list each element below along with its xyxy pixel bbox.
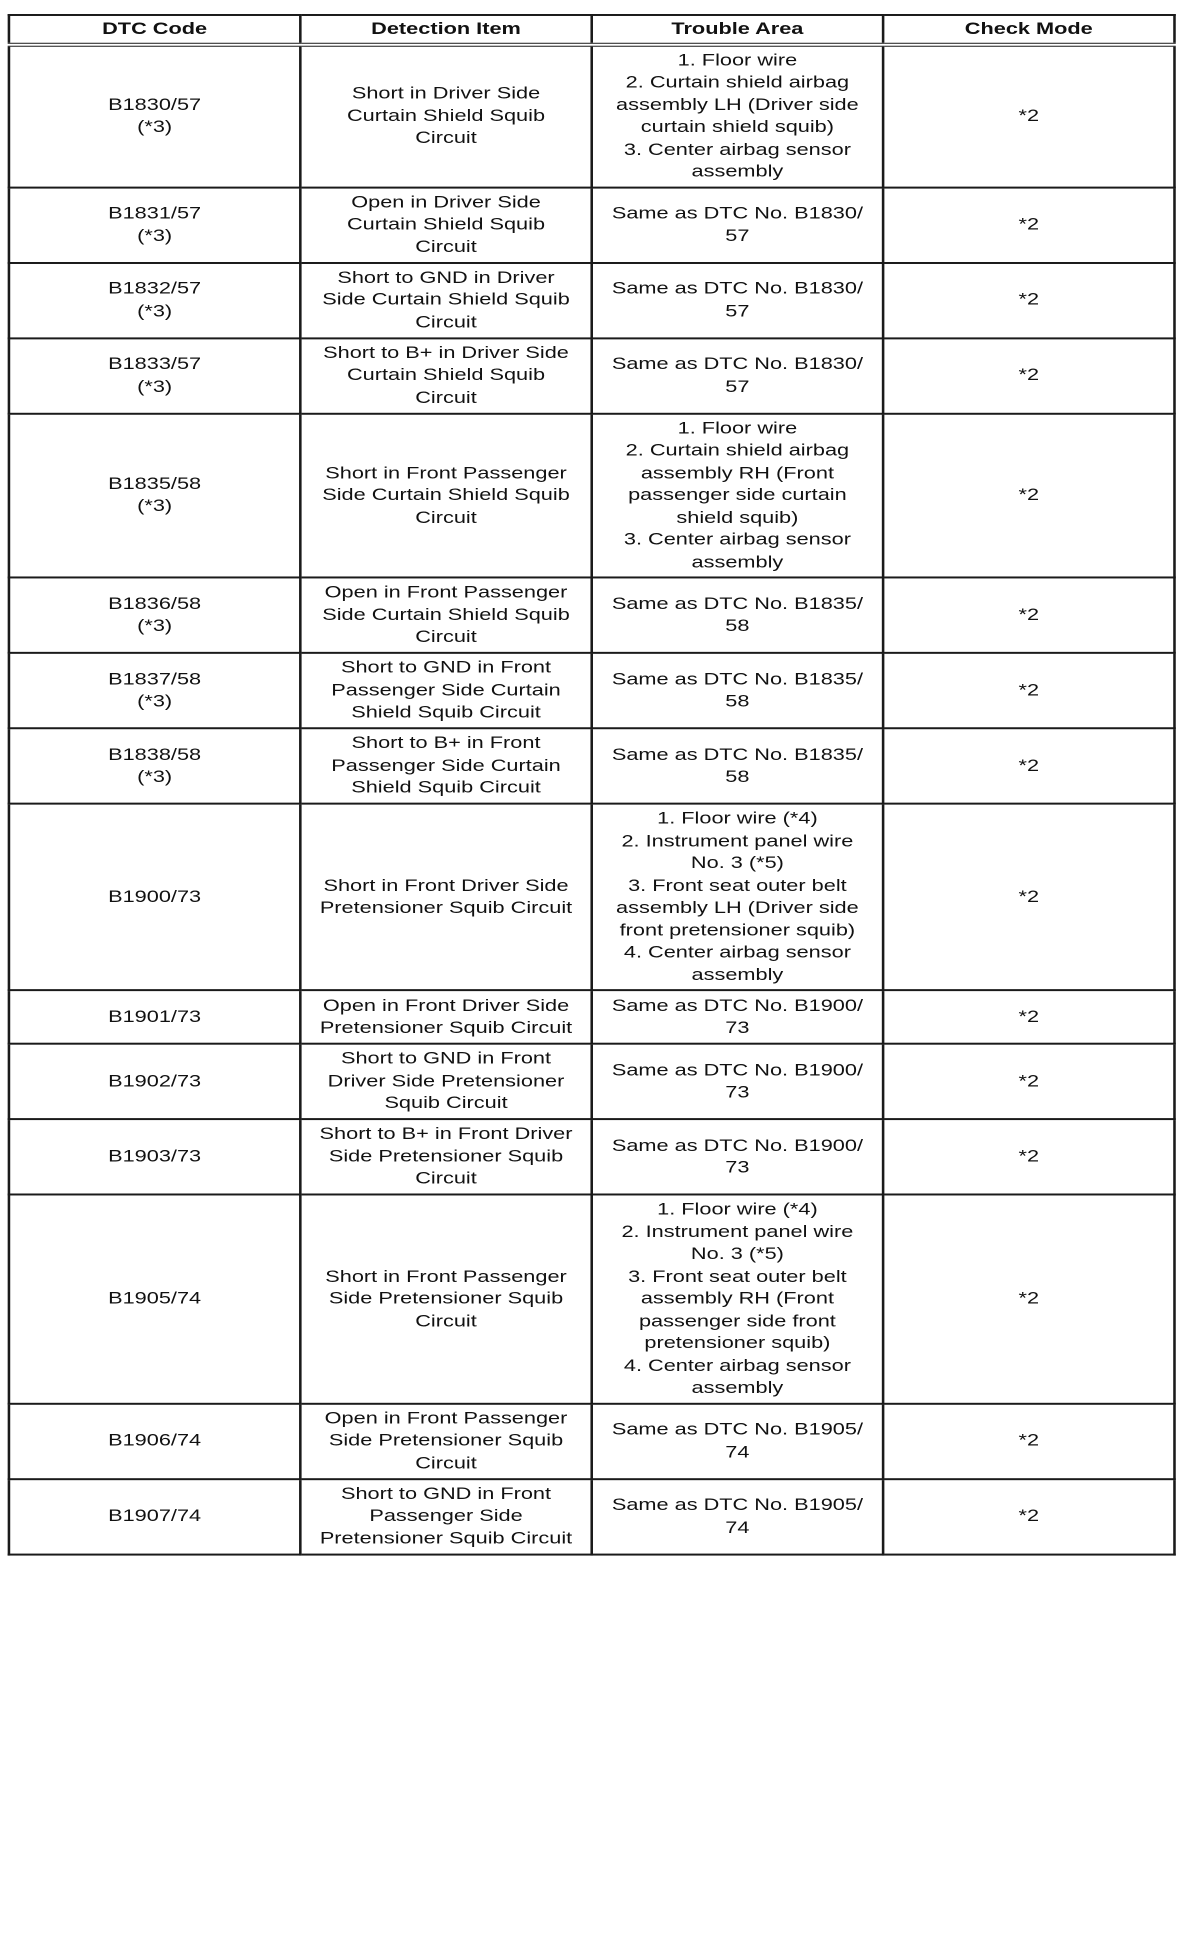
dtc-code-line: B1838/58: [108, 744, 202, 764]
detection-item-line: Open in Front Driver Side: [322, 995, 570, 1015]
dtc-code-cell: [9, 1044, 300, 1119]
dtc-code-cell: [9, 728, 300, 803]
trouble-area-line: 74: [725, 1517, 750, 1537]
dtc-code-cell: [9, 1119, 300, 1194]
trouble-area-cell: [592, 1194, 883, 1403]
trouble-area-line: assembly LH (Driver side: [616, 897, 859, 917]
detection-item-line: Curtain Shield Squib: [346, 214, 546, 234]
trouble-area-line: 1. Floor wire (*4): [657, 1199, 818, 1219]
detection-item-line: Short in Front Driver Side: [323, 875, 569, 895]
dtc-code-cell: [9, 262, 300, 337]
detection-item-cell: [300, 1119, 591, 1194]
trouble-area-line: assembly RH (Front: [640, 1288, 834, 1308]
detection-item-line: Pretensioner Squib Circuit: [319, 897, 573, 917]
check-mode-cell: [883, 44, 1174, 187]
trouble-area-line: 1. Floor wire: [677, 50, 798, 70]
dtc-code-line: B1902/73: [108, 1071, 202, 1091]
detection-item-line: Open in Front Passenger: [324, 1408, 568, 1428]
dtc-code-line: B1907/74: [108, 1506, 202, 1526]
check-mode-cell: [883, 187, 1174, 262]
detection-item-cell: [300, 44, 591, 187]
dtc-code-cell: [9, 338, 300, 413]
trouble-area-line: 1. Floor wire: [677, 418, 798, 438]
check-mode-value: *2: [1018, 1006, 1040, 1026]
detection-item-line: Curtain Shield Squib: [346, 106, 546, 125]
detection-item-cell: [300, 262, 591, 337]
table-row: [9, 44, 1175, 187]
detection-item-cell: [300, 338, 591, 413]
trouble-area-line: 57: [725, 376, 750, 396]
detection-item-line: Circuit: [415, 236, 477, 256]
table-row: [9, 413, 1175, 577]
check-mode-cell: [883, 1403, 1174, 1478]
detection-item-line: Circuit: [415, 387, 477, 407]
table-row: [9, 338, 1175, 413]
dtc-code-line: (*3): [137, 691, 173, 711]
detection-item-line: Passenger Side Curtain: [331, 755, 561, 775]
trouble-area-line: Same as DTC No. B1835/: [611, 669, 863, 689]
trouble-area-line: 73: [725, 1017, 750, 1037]
trouble-area-line: Same as DTC No. B1830/: [611, 278, 863, 298]
detection-item-line: Squib Circuit: [384, 1093, 508, 1113]
detection-item-line: Side Curtain Shield Squib: [322, 485, 570, 505]
detection-item-line: Circuit: [415, 1168, 477, 1188]
detection-item-cell: [300, 804, 591, 990]
trouble-area-cell: [592, 804, 883, 990]
table-row: [9, 187, 1175, 262]
header-dtc-code: DTC Code: [9, 15, 300, 44]
detection-item-line: Passenger Side Curtain: [331, 680, 561, 700]
detection-item-cell: [300, 1194, 591, 1403]
check-mode-cell: [883, 1119, 1174, 1194]
detection-item-line: Short in Driver Side: [351, 83, 541, 103]
trouble-area-line: Same as DTC No. B1835/: [611, 593, 863, 613]
detection-item-line: Passenger Side: [369, 1506, 523, 1526]
detection-item-line: Short to GND in Front: [340, 1048, 552, 1068]
trouble-area-line: 4. Center airbag sensor: [623, 1355, 851, 1375]
dtc-code-line: B1905/74: [108, 1288, 202, 1308]
dtc-code-line: (*3): [137, 301, 173, 321]
check-mode-value: *2: [1018, 106, 1040, 125]
trouble-area-cell: [592, 1479, 883, 1554]
dtc-code-cell: [9, 1194, 300, 1403]
detection-item-cell: [300, 1044, 591, 1119]
detection-item-line: Shield Squib Circuit: [351, 778, 541, 797]
dtc-code-cell: [9, 804, 300, 990]
check-mode-cell: [883, 653, 1174, 728]
dtc-code-line: B1830/57: [108, 94, 202, 114]
table-row: [9, 653, 1175, 728]
detection-item-line: Short to B+ in Front Driver: [319, 1124, 573, 1144]
check-mode-cell: [883, 262, 1174, 337]
trouble-area-line: Same as DTC No. B1830/: [611, 354, 863, 374]
check-mode-cell: [883, 1194, 1174, 1403]
trouble-area-cell: [592, 577, 883, 652]
check-mode-value: *2: [1018, 290, 1040, 309]
detection-item-cell: [300, 413, 591, 577]
check-mode-value: *2: [1018, 1071, 1040, 1091]
dtc-code-cell: [9, 44, 300, 187]
trouble-area-line: curtain shield squib): [640, 117, 835, 137]
trouble-area-line: 57: [725, 225, 750, 245]
dtc-code-cell: [9, 577, 300, 652]
check-mode-value: *2: [1018, 680, 1040, 700]
trouble-area-line: assembly: [691, 552, 784, 572]
detection-item-line: Pretensioner Squib Circuit: [319, 1017, 573, 1037]
document-page: [0, 14, 1184, 1555]
dtc-code-line: B1836/58: [108, 593, 202, 613]
check-mode-cell: [883, 1044, 1174, 1119]
trouble-area-cell: [592, 990, 883, 1044]
trouble-area-cell: [592, 1119, 883, 1194]
trouble-area-line: 3. Front seat outer belt: [628, 1266, 847, 1286]
detection-item-line: Circuit: [415, 1311, 477, 1330]
trouble-area-cell: [592, 1044, 883, 1119]
dtc-code-cell: [9, 413, 300, 577]
table-header-row: [9, 15, 1175, 44]
detection-item-cell: [300, 187, 591, 262]
dtc-code-line: B1837/58: [108, 669, 202, 689]
trouble-area-line: 58: [725, 691, 750, 711]
trouble-area-line: 1. Floor wire (*4): [657, 808, 818, 828]
dtc-code-line: B1906/74: [108, 1430, 202, 1450]
detection-item-line: Circuit: [415, 627, 477, 647]
check-mode-value: *2: [1018, 886, 1040, 906]
table-row: [9, 1403, 1175, 1478]
trouble-area-line: 73: [725, 1082, 750, 1102]
trouble-area-line: Same as DTC No. B1835/: [611, 744, 863, 764]
trouble-area-line: assembly RH (Front: [640, 462, 834, 482]
dtc-code-cell: [9, 653, 300, 728]
check-mode-cell: [883, 990, 1174, 1044]
detection-item-line: Open in Front Passenger: [324, 582, 568, 602]
trouble-area-line: No. 3 (*5): [690, 853, 784, 873]
detection-item-line: Driver Side Pretensioner: [327, 1071, 565, 1091]
detection-item-line: Pretensioner Squib Circuit: [319, 1528, 573, 1548]
check-mode-cell: [883, 1479, 1174, 1554]
trouble-area-cell: [592, 338, 883, 413]
trouble-area-line: 3. Center airbag sensor: [623, 139, 851, 159]
dtc-code-line: B1901/73: [108, 1006, 202, 1026]
dtc-code-line: B1900/73: [108, 886, 202, 906]
table-row: [9, 1194, 1175, 1403]
detection-item-line: Shield Squib Circuit: [351, 702, 541, 722]
check-mode-value: *2: [1018, 214, 1040, 234]
dtc-code-line: (*3): [137, 766, 173, 786]
dtc-code-line: B1832/57: [108, 278, 202, 298]
trouble-area-line: assembly: [691, 964, 784, 984]
trouble-area-line: passenger side curtain: [628, 485, 847, 505]
dtc-code-line: (*3): [137, 616, 173, 635]
dtc-code-line: (*3): [137, 376, 173, 396]
dtc-code-line: B1903/73: [108, 1146, 202, 1166]
detection-item-line: Short to B+ in Front: [351, 733, 541, 753]
detection-item-line: Short in Front Passenger: [325, 1266, 567, 1286]
trouble-area-cell: [592, 1403, 883, 1478]
dtc-code-line: B1831/57: [108, 203, 202, 223]
trouble-area-cell: [592, 728, 883, 803]
detection-item-line: Circuit: [415, 312, 477, 332]
trouble-area-cell: [592, 653, 883, 728]
check-mode-value: *2: [1018, 1430, 1040, 1450]
detection-item-line: Side Curtain Shield Squib: [322, 290, 570, 309]
trouble-area-line: 2. Curtain shield airbag: [625, 72, 850, 92]
check-mode-cell: [883, 338, 1174, 413]
trouble-area-line: 2. Instrument panel wire: [621, 1221, 854, 1241]
detection-item-cell: [300, 1479, 591, 1554]
detection-item-line: Side Pretensioner Squib: [328, 1430, 564, 1450]
detection-item-line: Circuit: [415, 1453, 477, 1472]
trouble-area-line: 4. Center airbag sensor: [623, 942, 851, 962]
trouble-area-line: No. 3 (*5): [690, 1244, 784, 1263]
table-row: [9, 728, 1175, 803]
trouble-area-line: Same as DTC No. B1900/: [611, 1135, 863, 1155]
trouble-area-line: assembly LH (Driver side: [616, 94, 859, 114]
trouble-area-cell: [592, 187, 883, 262]
trouble-area-line: 57: [725, 301, 750, 321]
header-check-mode: Check Mode: [883, 15, 1174, 44]
detection-item-line: Short in Front Passenger: [325, 462, 567, 482]
detection-item-cell: [300, 653, 591, 728]
dtc-code-line: (*3): [137, 225, 173, 245]
check-mode-cell: [883, 728, 1174, 803]
trouble-area-line: passenger side front: [638, 1311, 836, 1330]
check-mode-value: *2: [1018, 755, 1040, 775]
check-mode-cell: [883, 804, 1174, 990]
dtc-code-line: B1833/57: [108, 354, 202, 374]
dtc-code-cell: [9, 187, 300, 262]
trouble-area-line: 58: [725, 616, 750, 635]
trouble-area-line: assembly: [691, 161, 784, 181]
check-mode-value: *2: [1018, 1146, 1040, 1166]
table-row: [9, 1479, 1175, 1554]
trouble-area-line: Same as DTC No. B1905/: [611, 1495, 863, 1514]
detection-item-line: Short to GND in Driver: [337, 267, 555, 287]
trouble-area-line: assembly: [691, 1378, 784, 1397]
trouble-area-cell: [592, 44, 883, 187]
detection-item-line: Side Pretensioner Squib: [328, 1288, 564, 1308]
trouble-area-line: 58: [725, 766, 750, 786]
dtc-code-line: B1835/58: [108, 474, 202, 493]
detection-item-line: Circuit: [415, 507, 477, 527]
table-body: [9, 44, 1175, 1554]
check-mode-cell: [883, 577, 1174, 652]
detection-item-line: Short to GND in Front: [340, 1483, 552, 1503]
dtc-code-line: (*3): [137, 117, 173, 137]
check-mode-value: *2: [1018, 365, 1040, 385]
table-row: [9, 262, 1175, 337]
trouble-area-line: Same as DTC No. B1900/: [611, 995, 863, 1015]
check-mode-value: *2: [1018, 1506, 1040, 1526]
trouble-area-line: 3. Center airbag sensor: [623, 529, 851, 549]
detection-item-cell: [300, 990, 591, 1044]
detection-item-cell: [300, 728, 591, 803]
dtc-code-line: (*3): [137, 496, 173, 516]
table-row: [9, 1044, 1175, 1119]
table-row: [9, 1119, 1175, 1194]
trouble-area-line: Same as DTC No. B1905/: [611, 1419, 863, 1439]
trouble-area-line: 2. Instrument panel wire: [621, 830, 854, 850]
detection-item-cell: [300, 1403, 591, 1478]
header-trouble-area: Trouble Area: [592, 15, 883, 44]
check-mode-value: *2: [1018, 604, 1040, 624]
detection-item-line: Side Pretensioner Squib: [328, 1146, 564, 1166]
dtc-code-cell: [9, 990, 300, 1044]
dtc-code-cell: [9, 1479, 300, 1554]
dtc-table: [8, 14, 1176, 1555]
trouble-area-line: 74: [725, 1441, 750, 1461]
trouble-area-line: 2. Curtain shield airbag: [625, 440, 850, 460]
trouble-area-line: front pretensioner squib): [619, 920, 856, 940]
trouble-area-line: Same as DTC No. B1830/: [611, 203, 863, 223]
detection-item-line: Curtain Shield Squib: [346, 365, 546, 385]
table-row: [9, 804, 1175, 990]
trouble-area-cell: [592, 413, 883, 577]
trouble-area-line: shield squib): [676, 507, 799, 527]
trouble-area-line: 73: [725, 1157, 750, 1177]
detection-item-line: Circuit: [415, 128, 477, 148]
detection-item-line: Short to B+ in Driver Side: [323, 343, 569, 362]
detection-item-line: Short to GND in Front: [340, 658, 552, 677]
detection-item-cell: [300, 577, 591, 652]
detection-item-line: Open in Driver Side: [351, 192, 541, 212]
trouble-area-line: Same as DTC No. B1900/: [611, 1060, 863, 1079]
header-detection-item: Detection Item: [300, 15, 591, 44]
trouble-area-line: 3. Front seat outer belt: [628, 875, 847, 895]
trouble-area-line: pretensioner squib): [644, 1333, 831, 1353]
check-mode-value: *2: [1018, 1288, 1040, 1308]
table-row: [9, 990, 1175, 1044]
check-mode-cell: [883, 413, 1174, 577]
table-row: [9, 577, 1175, 652]
trouble-area-cell: [592, 262, 883, 337]
check-mode-value: *2: [1018, 485, 1040, 505]
detection-item-line: Side Curtain Shield Squib: [322, 604, 570, 624]
dtc-code-cell: [9, 1403, 300, 1478]
